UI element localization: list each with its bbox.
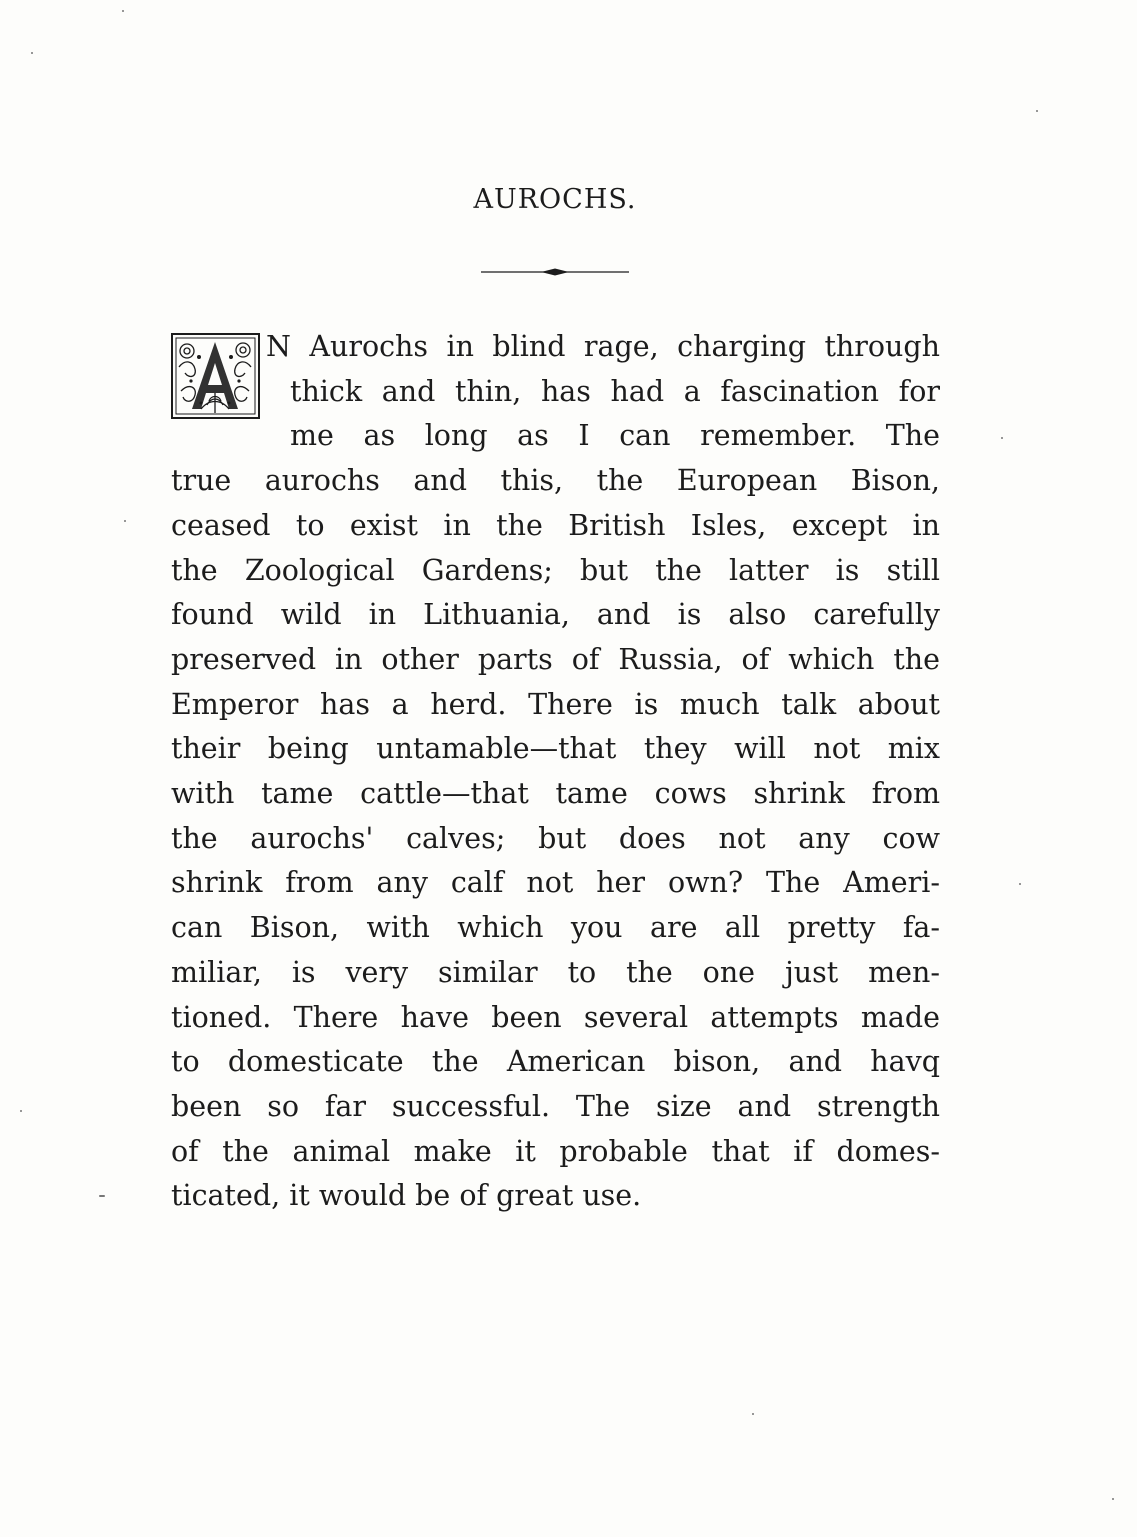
drop-cap-ornament bbox=[171, 333, 260, 419]
text-line: N Aurochs in blind rage, charging through bbox=[266, 330, 940, 363]
text-line: with tame cattle—that tame cows shrink from bbox=[171, 777, 940, 810]
text-line: the Zoological Gardens; but the latter is still bbox=[171, 553, 940, 587]
text-line: thick and thin, has had a fascination for bbox=[290, 374, 940, 408]
scan-speck bbox=[1001, 437, 1003, 439]
text-line: of the animal make it probable that if domes- bbox=[171, 1134, 940, 1168]
text-line: their being untamable—that they will not mix bbox=[171, 732, 940, 766]
divider-ornament bbox=[481, 265, 629, 279]
scan-speck bbox=[1112, 1498, 1114, 1500]
text-line: found wild in Lithuania, and is also carefully bbox=[171, 598, 940, 632]
text-line: the aurochs' calves; but does not any cow bbox=[171, 821, 940, 855]
text-line: me as long as I can remember. The bbox=[290, 419, 940, 453]
text-line: ticated, it would be of great use. bbox=[171, 1179, 642, 1213]
scan-speck bbox=[99, 1195, 105, 1197]
scan-speck bbox=[122, 10, 124, 12]
scan-speck bbox=[1019, 883, 1021, 885]
text-line: true aurochs and this, the European Bison, bbox=[171, 464, 940, 498]
text-line: can Bison, with which you are all pretty fa- bbox=[171, 911, 940, 945]
text-line: Emperor has a herd. There is much talk about bbox=[171, 687, 940, 721]
text-line: to domesticate the American bison, and havq bbox=[171, 1045, 940, 1079]
scan-speck bbox=[124, 520, 126, 522]
text-line: ceased to exist in the British Isles, except in bbox=[171, 508, 940, 542]
scan-speck bbox=[31, 52, 33, 54]
text-line: miliar, is very similar to the one just men- bbox=[171, 955, 940, 989]
text-line: shrink from any calf not her own? The Ameri- bbox=[171, 866, 940, 900]
text-line: been so far successful. The size and strength bbox=[171, 1089, 940, 1123]
page-title: AUROCHS. bbox=[473, 184, 637, 215]
scan-speck bbox=[752, 1413, 754, 1415]
text-line: preserved in other parts of Russia, of which the bbox=[171, 642, 940, 676]
text-line: tioned. There have been several attempts made bbox=[171, 1000, 940, 1034]
scan-speck bbox=[1036, 110, 1038, 112]
scan-speck bbox=[20, 1110, 22, 1112]
